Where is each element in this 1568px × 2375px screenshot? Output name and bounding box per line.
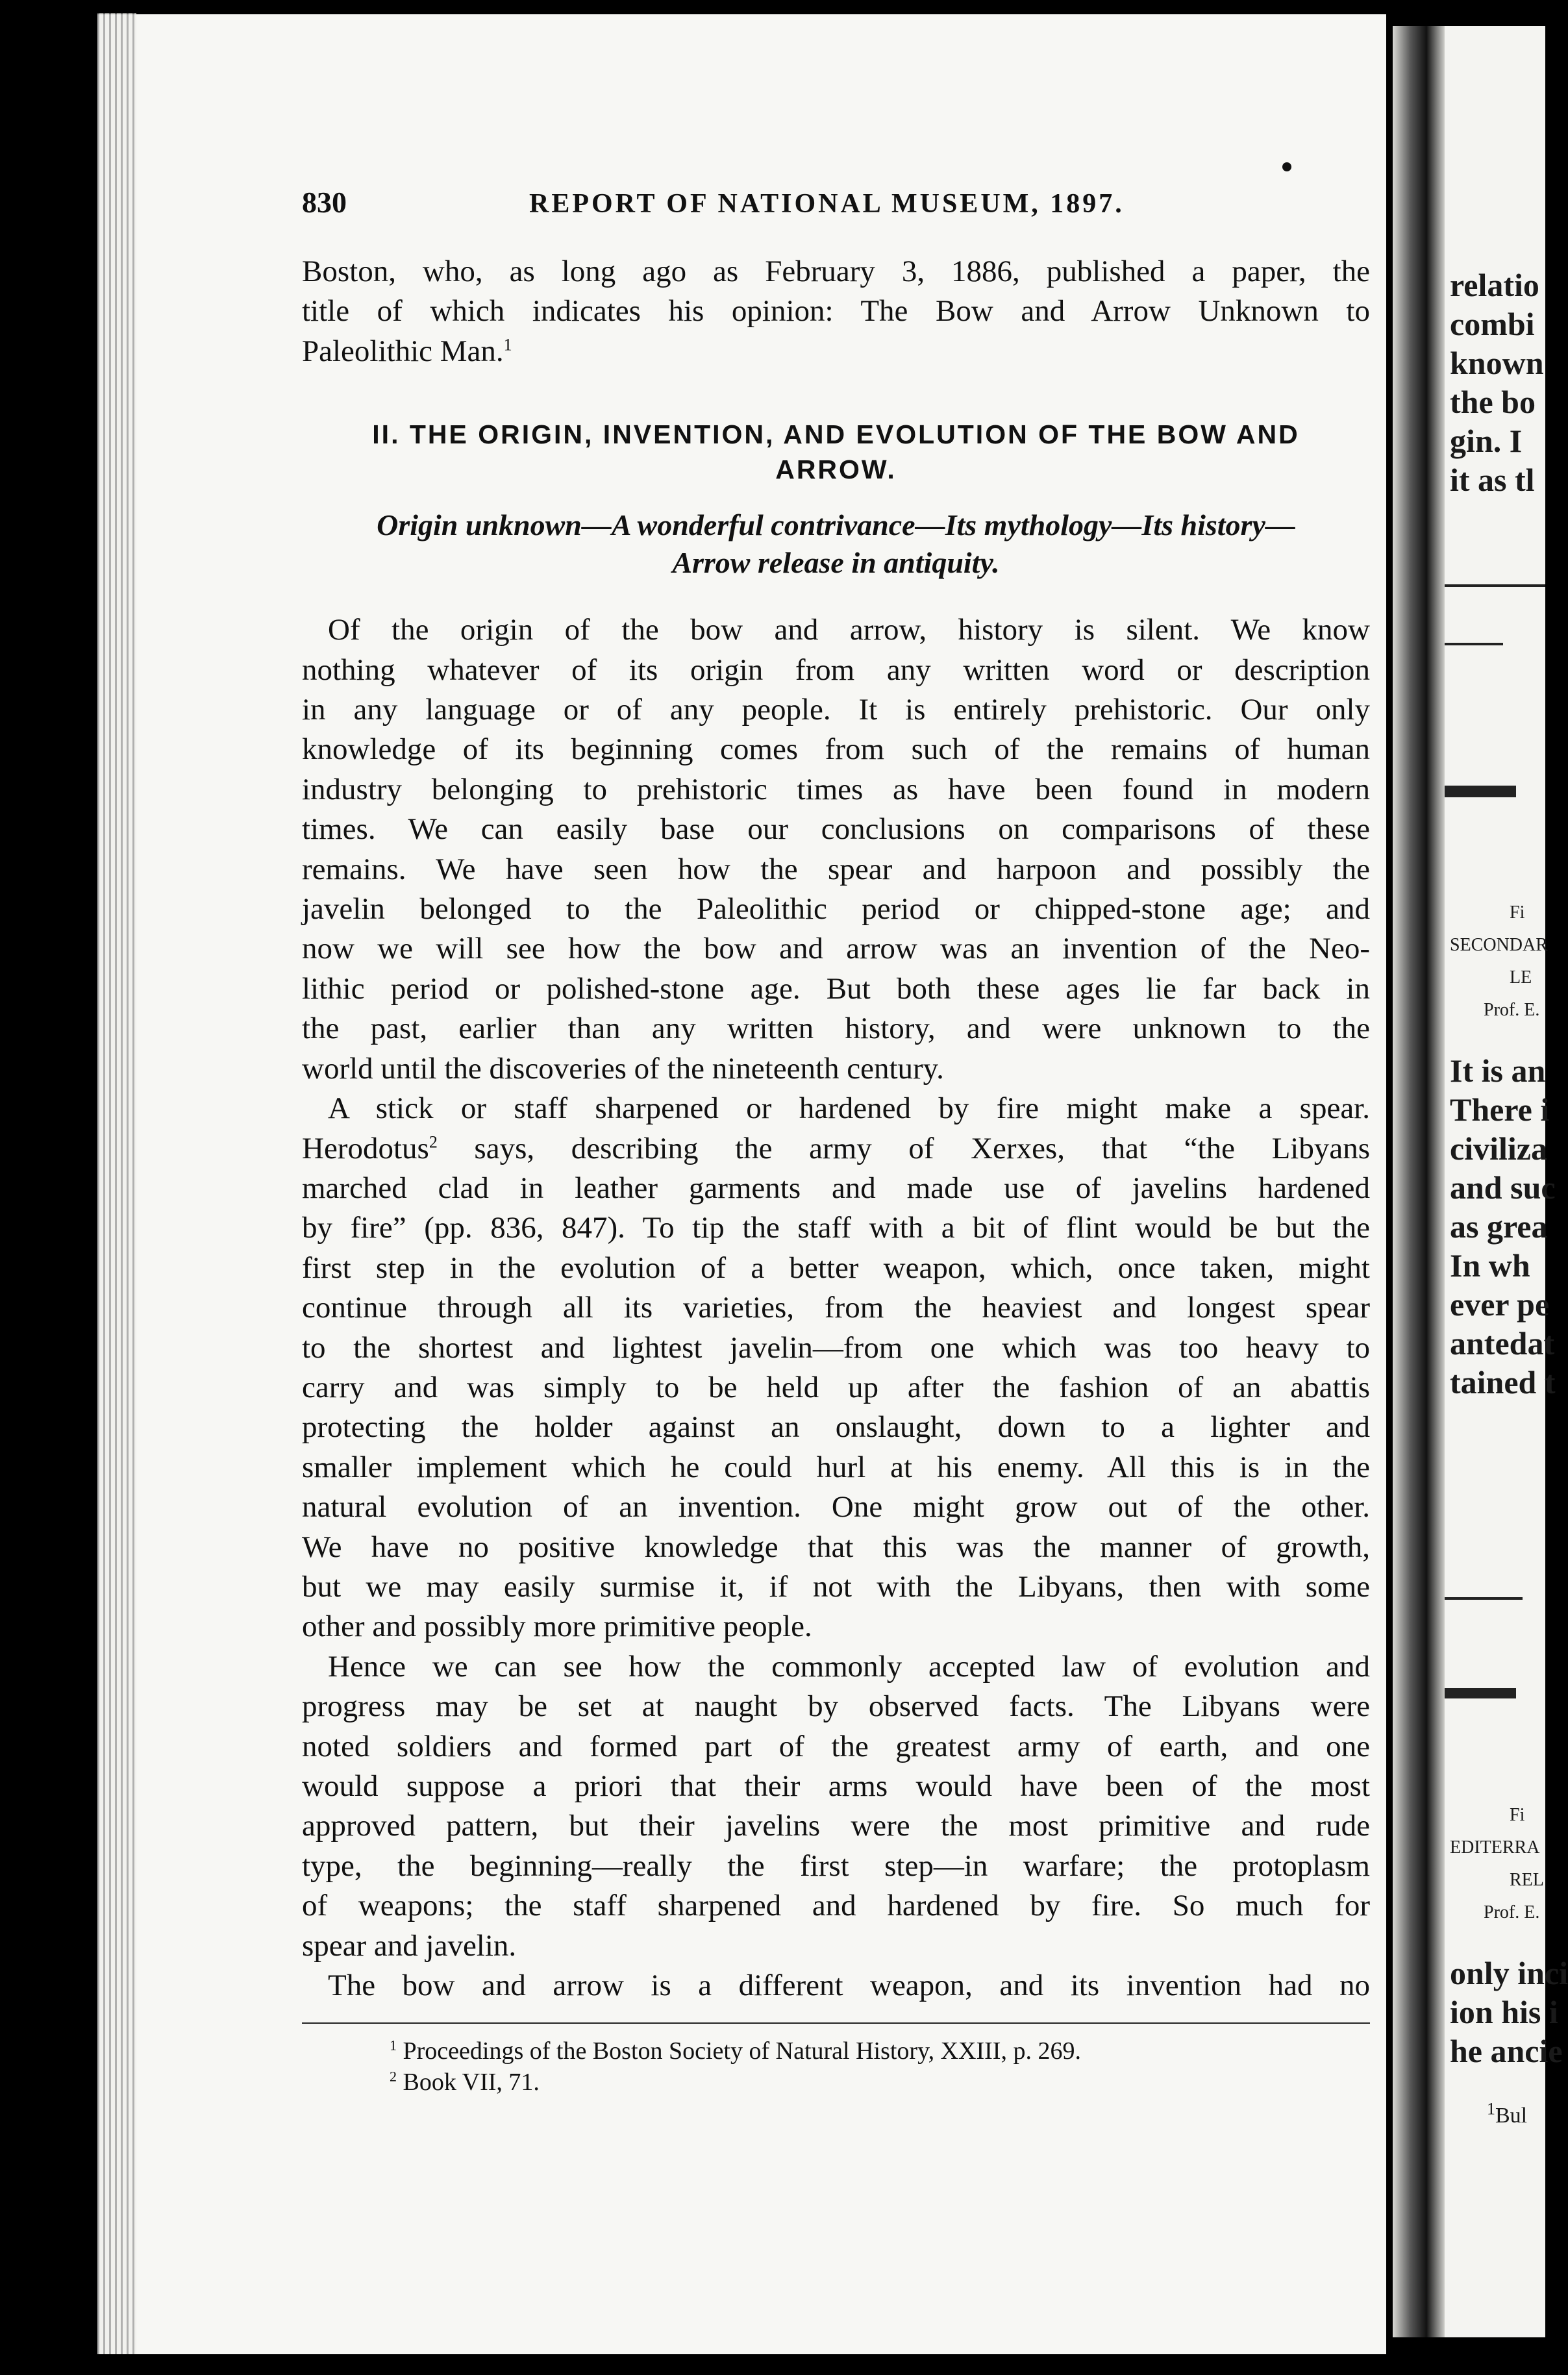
facing-footnote-text: Bul — [1495, 2104, 1528, 2128]
facing-line: In wh — [1450, 1247, 1530, 1284]
text-line: now we will see how the bow and arrow was an invention of the Neo- — [302, 932, 1370, 966]
figure-caption: Prof. E. — [1484, 1000, 1540, 1020]
section-heading-line: ARROW. — [775, 454, 897, 485]
page-header — [302, 185, 1370, 219]
text-line: javelin belonged to the Paleolithic period or chipped-stone age; and — [302, 892, 1370, 926]
facing-line: only inci — [1450, 1955, 1568, 1991]
facing-line: It is an — [1450, 1052, 1546, 1089]
text-line: natural evolution of an invention. One might grow out of the other. — [302, 1490, 1370, 1524]
text-line: first step in the evolution of a better weapon, which, once taken, might — [302, 1250, 1370, 1285]
footnote-rule — [302, 2022, 1370, 2024]
text-line: remains. We have seen how the spear and harpoon and possibly the — [302, 852, 1370, 886]
footnote — [390, 2035, 1370, 2067]
text-line: carry and was simply to be held up after the fashion of an abattis — [302, 1370, 1370, 1404]
text-line: continue through all its varieties, from the heaviest and longest spear — [302, 1291, 1370, 1325]
facing-line: and suc — [1450, 1169, 1556, 1206]
facing-line: ever pe — [1450, 1286, 1550, 1323]
text-line: Hence we can see how the commonly accepted law of evolution and — [328, 1649, 1370, 1684]
footnote-ref: 2 — [429, 1132, 438, 1151]
section-heading — [302, 417, 1370, 487]
text-line: type, the beginning—really the first step—in warfare; the protoplasm — [302, 1848, 1370, 1883]
figure-caption: EDITERRA — [1450, 1837, 1540, 1858]
figure-drawing — [1445, 643, 1503, 645]
figure-caption: Prof. E. — [1484, 1902, 1540, 1922]
text-line: The bow and arrow is a different weapon, and its invention had no — [328, 1969, 1370, 2003]
facing-line: he ancie — [1450, 2033, 1563, 2069]
facing-line: ion his i — [1450, 1994, 1558, 2030]
text-line: nothing whatever of its origin from any written word or description — [302, 653, 1370, 687]
footnote-text: Book VII, 71. — [403, 2069, 540, 2096]
main-text-column — [302, 185, 1370, 2098]
text-line: knowledge of its beginning comes from such of the remains of human — [302, 732, 1370, 767]
facing-line: antedat — [1450, 1325, 1555, 1362]
facing-line: as grea — [1450, 1208, 1548, 1245]
subheading-line: Origin unknown—A wonderful contrivance—Its mythology—Its history— — [377, 508, 1295, 542]
text-line: world until the discoveries of the nineteenth century. — [302, 1051, 944, 1086]
text-fragment: says, describing the army of Xerxes, that “the Libyans — [437, 1131, 1370, 1165]
figure-caption: Fi — [1510, 902, 1525, 923]
text-line: times. We can easily base our conclusions on comparisons of these — [302, 812, 1370, 847]
text-line: protecting the holder against an onslaught, down to a lighter and — [302, 1410, 1370, 1445]
text-line: noted soldiers and formed part of the greatest army of earth, and one — [302, 1729, 1370, 1763]
footnote-mark: 2 — [390, 2068, 397, 2085]
text-line: to the shortest and lightest javelin—from one which was too heavy to — [302, 1330, 1370, 1365]
text-line: other and possibly more primitive people. — [302, 1610, 812, 1644]
text-line: would suppose a priori that their arms would have been of the most — [302, 1769, 1370, 1803]
footnote — [390, 2067, 1370, 2098]
figure-drawing — [1445, 584, 1545, 587]
facing-line: gin. I — [1450, 423, 1523, 459]
book-gutter — [1393, 26, 1445, 2337]
text-line: approved pattern, but their javelins were the most primitive and rude — [302, 1809, 1370, 1843]
facing-footnote — [1487, 2099, 1528, 2128]
text-line: in any language or of any people. It is entirely prehistoric. Our only — [302, 693, 1370, 727]
footnote-ref: 1 — [503, 335, 512, 354]
page-number: 830 — [302, 186, 347, 219]
text-line: industry belonging to prehistoric times as have been found in modern — [302, 772, 1370, 806]
subheading-line: Arrow release in antiquity. — [672, 546, 1000, 580]
text-line: We have no positive knowledge that this was the manner of growth, — [302, 1530, 1370, 1564]
text-line: of weapons; the staff sharpened and hardened by fire. So much for — [302, 1889, 1370, 1923]
facing-line: it as tl — [1450, 462, 1535, 498]
facing-line: civiliza — [1450, 1130, 1547, 1167]
figure-drawing — [1445, 1597, 1523, 1600]
section-heading-line: II. THE ORIGIN, INVENTION, AND EVOLUTION OF THE BOW AND — [372, 419, 1300, 450]
section-subheading — [302, 506, 1370, 582]
text-line: smaller implement which he could hurl at his enemy. All this is in the — [302, 1450, 1370, 1484]
facing-line: the bo — [1450, 384, 1536, 420]
text-fragment: Paleolithic Man. — [302, 334, 504, 368]
text-line — [302, 1129, 1370, 1169]
page-edges — [97, 13, 136, 2354]
text-line: title of which indicates his opinion: The Bow and Arrow Unknown to — [302, 294, 1370, 329]
text-line: progress may be set at naught by observed facts. The Libyans were — [302, 1689, 1370, 1724]
figure-caption: Fi — [1510, 1805, 1525, 1825]
text-line: but we may easily surmise it, if not with the Libyans, then with some — [302, 1569, 1370, 1604]
facing-page — [1445, 26, 1568, 2337]
figure-caption: LE — [1510, 967, 1532, 988]
text-line: the past, earlier than any written history, and were unknown to the — [302, 1012, 1370, 1046]
text-line: A stick or staff sharpened or hardened by fire might make a spear. — [328, 1091, 1370, 1126]
facing-line: tained t — [1450, 1364, 1556, 1400]
text-line: marched clad in leather garments and made use of javelins hardened — [302, 1171, 1370, 1205]
ink-dot — [1282, 162, 1291, 171]
facing-line: relatio — [1450, 267, 1539, 303]
text-line: Of the origin of the bow and arrow, history is silent. We know — [328, 613, 1370, 647]
figure-drawing — [1445, 1688, 1516, 1698]
footnote-mark: 1 — [1487, 2099, 1495, 2119]
text-line — [302, 332, 1370, 371]
text-line: by fire” (pp. 836, 847). To tip the staff with a bit of flint would be but the — [302, 1211, 1370, 1245]
footnote-mark: 1 — [390, 2037, 397, 2054]
text-line: lithic period or polished-stone age. But both these ages lie far back in — [302, 971, 1370, 1006]
facing-line: There i — [1450, 1091, 1550, 1128]
figure-caption: SECONDAR — [1450, 935, 1548, 955]
text-line: spear and javelin. — [302, 1928, 517, 1963]
figure-drawing — [1445, 786, 1516, 797]
text-line: Boston, who, as long ago as February 3, 1886, published a paper, the — [302, 255, 1370, 288]
footnote-text: Proceedings of the Boston Society of Natural History, XXIII, p. 269. — [403, 2037, 1081, 2065]
text-fragment: Herodotus — [302, 1131, 429, 1165]
facing-line: combi — [1450, 306, 1535, 342]
facing-line: known — [1450, 345, 1544, 381]
figure-caption: REL — [1510, 1870, 1544, 1890]
running-head: REPORT OF NATIONAL MUSEUM, 1897. — [529, 189, 1125, 219]
